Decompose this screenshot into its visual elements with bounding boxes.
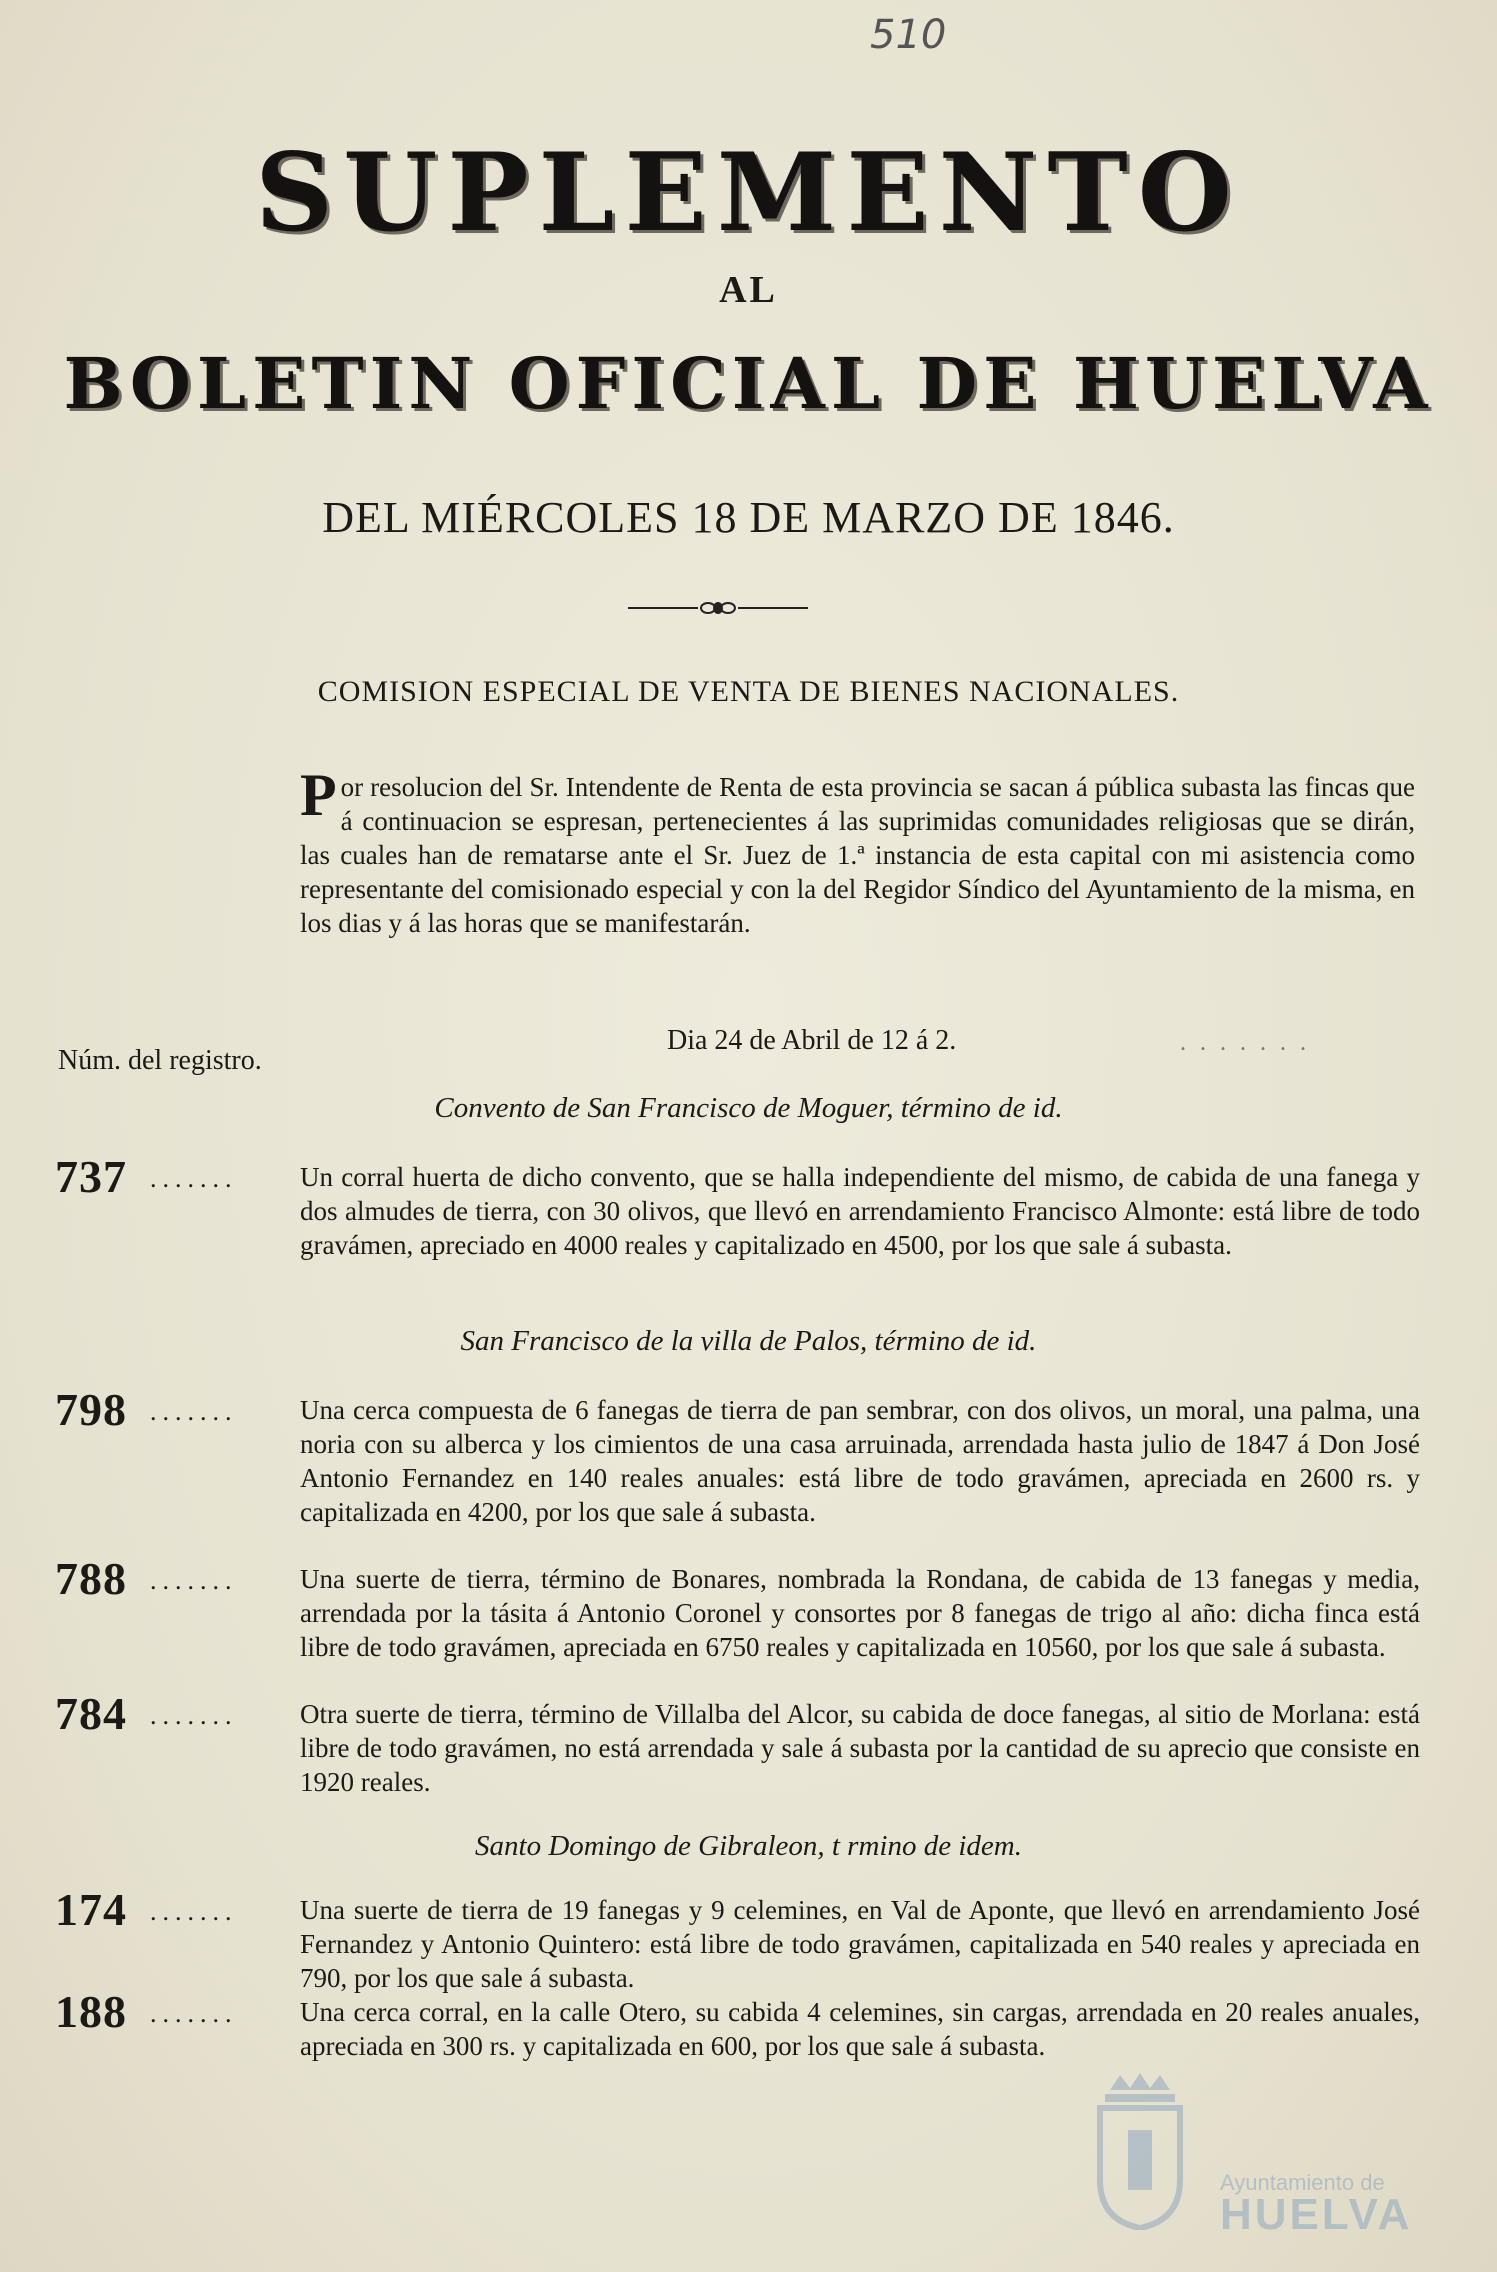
masthead-title: SUPLEMENTO <box>255 130 1242 256</box>
ayuntamiento-watermark <box>1080 2060 1420 2250</box>
entry-text: Una cerca compuesta de 6 fanegas de tierra de pan sembrar, con dos olivos, un moral, una palma, una noria con su alberca y los cimientos de una casa arruinada, arrendada hasta julio de 1847 á Don José Antonio Fernandez en 140 reales anuales: está libre de todo gravámen, apreciada en 2600 rs. y capitalizada en 4200, por los que sale á subasta. <box>300 1395 1420 1527</box>
masthead-al: AL <box>719 269 778 311</box>
watermark-line2: HUELVA <box>1220 2190 1413 2239</box>
registry-number: 788 <box>55 1553 127 1604</box>
entry-leader: ....... <box>150 1164 238 1193</box>
handwritten-folio-number: 510 <box>870 12 947 58</box>
auction-day-heading: Dia 24 de Abril de 12 á 2. <box>667 1025 957 1056</box>
entry-leader: ....... <box>150 1397 238 1426</box>
registry-entry <box>55 1688 1420 1799</box>
section-heading: Santo Domingo de Gibraleon, t rmino de idem. <box>475 1830 1022 1862</box>
dateline: DEL MIÉRCOLES 18 DE MARZO DE 1846. <box>322 493 1175 542</box>
entry-leader: ....... <box>150 1897 238 1926</box>
registry-entry <box>55 1884 1420 1995</box>
entry-text: Otra suerte de tierra, término de Villalba del Alcor, su cabida de doce fanegas, al sitio de Morlana: está libre de todo gravámen, no está arrendada y sale á subasta por la cantidad de su aprecio que consiste en 1920 reales. <box>300 1699 1420 1797</box>
entry-leader: ....... <box>150 1566 238 1595</box>
registry-entry <box>55 1986 1420 2063</box>
intro-paragraph <box>300 762 1415 940</box>
registry-entry <box>55 1384 1420 1529</box>
entry-text: Un corral huerta de dicho convento, que se halla independiente del mismo, de cabida de una fanega y dos almudes de tierra, con 30 olivos, que llevó en arrendamiento Francisco Almonte: está libre de todo gravámen, apreciado en 4000 reales y capitalizado en 4500, por los que sale á subasta. <box>300 1162 1420 1260</box>
section-heading: Convento de San Francisco de Moguer, término de id. <box>434 1092 1063 1124</box>
registry-number: 174 <box>55 1884 127 1935</box>
dot-leader: . . . . . . . <box>1180 1030 1310 1056</box>
watermark-line1: Ayuntamiento de <box>1220 2170 1385 2195</box>
registry-number: 798 <box>55 1384 127 1435</box>
registry-number: 784 <box>55 1688 127 1739</box>
ornament-divider <box>628 598 808 618</box>
drop-cap: P <box>300 762 337 828</box>
entry-text: Una suerte de tierra, término de Bonares, nombrada la Rondana, de cabida de 13 fanegas y media, arrendada por la tásita á Antonio Coronel y consortes por 8 fanegas de trigo al año: dicha finca está libre de todo gravámen, apreciada en 6750 reales y capitalizada en 10560, por los que sale á subasta. <box>300 1564 1420 1662</box>
entry-text: Una cerca corral, en la calle Otero, su cabida 4 celemines, sin cargas, arrendada en 20 reales anuales, apreciada en 300 rs. y capitalizada en 600, por los que sale á subasta. <box>300 1997 1420 2061</box>
section-heading: San Francisco de la villa de Palos, término de id. <box>460 1325 1037 1357</box>
commission-heading: COMISION ESPECIAL DE VENTA DE BIENES NACIONALES. <box>317 675 1180 708</box>
entry-leader: ....... <box>150 1999 238 2028</box>
entry-text: Una suerte de tierra de 19 fanegas y 9 celemines, en Val de Aponte, que llevó en arrendamiento José Fernandez y Antonio Quintero: está libre de todo gravámen, capitalizada en 540 reales y apreciada en 790, por los que sale á subasta. <box>300 1895 1420 1993</box>
registry-entry <box>55 1151 1420 1262</box>
coat-of-arms-icon <box>1090 2070 1190 2230</box>
entry-leader: ....... <box>150 1701 238 1730</box>
registry-number: 737 <box>55 1151 127 1202</box>
intro-text: or resolucion del Sr. Intendente de Renta de esta provincia se sacan á pública subasta las fincas que á continuacion se espresan, pertenecientes á las suprimidas comunidades religiosas que se dirán, las cuales han de rematarse ante el Sr. Juez de 1.ª instancia de esta capital con mi asistencia como representante del comisionado especial y con la del Regidor Síndico del Ayuntamiento de la misma, en los dias y á las horas que se manifestarán. <box>300 772 1415 938</box>
registry-number: 188 <box>55 1986 127 2037</box>
publication-name: BOLETIN OFICIAL DE HUELVA <box>63 342 1434 425</box>
registry-number-label: Núm. del registro. <box>58 1045 262 1076</box>
registry-entry <box>55 1553 1420 1664</box>
